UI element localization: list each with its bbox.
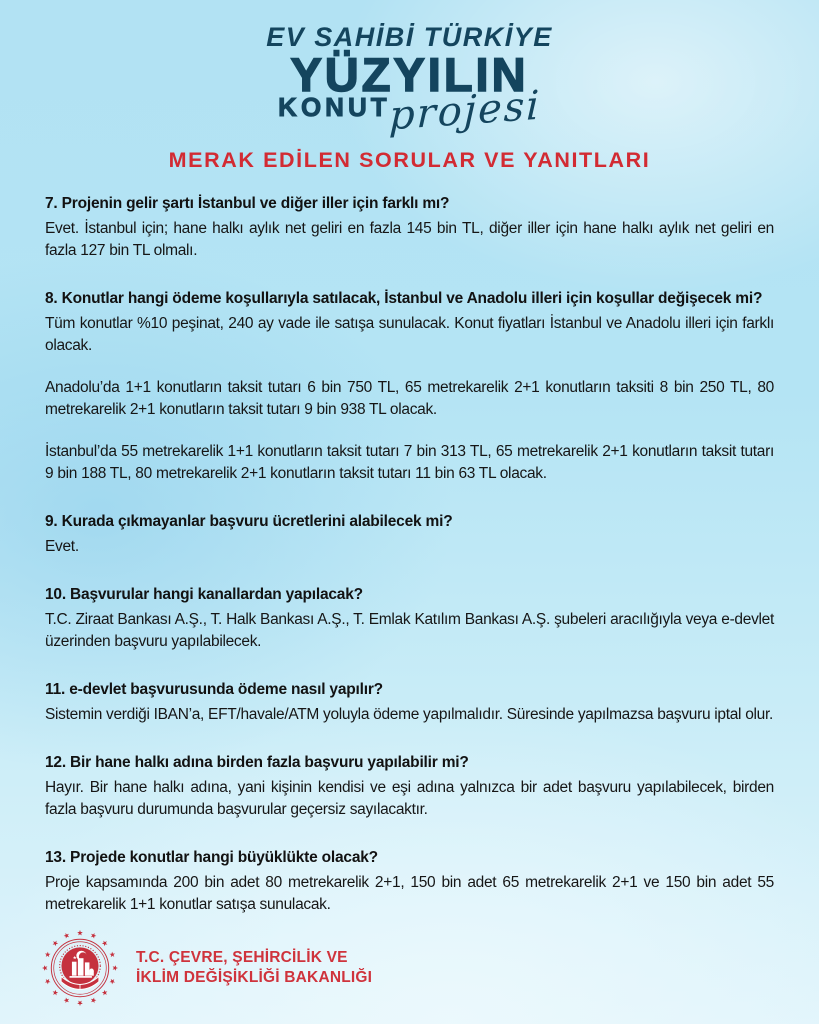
faq-question: 10. Başvurular hangi kanallardan yapılacak? (45, 586, 363, 603)
faq-answer: Proje kapsamında 200 bin adet 80 metrekarelik 2+1, 150 bin adet 65 metrekarelik 2+1 ve 150 bin adet 55 metrekarelik 1+1 konutlar satışa sunulacak. (45, 874, 774, 913)
faq-item-7 (45, 193, 774, 262)
faq-answer: Evet. İstanbul için; hane halkı aylık net geliri en fazla 145 bin TL, diğer iller için hane halkı aylık net geliri en fazla 127 bin TL olmalı. (45, 220, 774, 259)
page-title: MERAK EDİLEN SORULAR VE YANITLARI (168, 148, 651, 172)
faq-question: 13. Projede konutlar hangi büyüklükte olacak? (45, 849, 378, 866)
faq-answer: Evet. (45, 538, 79, 555)
brand-konut-projesi (0, 82, 819, 140)
faq-item-8 (45, 288, 774, 485)
faq-list (0, 173, 819, 916)
faq-question: 11. e-devlet başvurusunda ödeme nasıl yapılır? (45, 681, 383, 698)
faq-question: 9. Kurada çıkmayanlar başvuru ücretlerini alabilecek mi? (45, 513, 453, 530)
brand-projesi: projesi (387, 82, 542, 140)
faq-item-10 (45, 584, 774, 653)
brand-yuzyilin: YÜZYILIN (290, 48, 529, 101)
project-logo (0, 22, 819, 140)
faq-item-9 (45, 511, 774, 558)
ministry-name-line1: T.C. ÇEVRE, ŞEHİRCİLİK VE (136, 948, 348, 966)
ministry-name (136, 948, 372, 988)
ministry-emblem-icon (38, 926, 122, 1010)
faq-answer: T.C. Ziraat Bankası A.Ş., T. Halk Bankası A.Ş., T. Emlak Katılım Bankası A.Ş. şubeleri aracılığıyla veya e-devlet üzerinden başvuru yapılabilecek. (45, 611, 774, 650)
faq-question: 12. Bir hane halkı adına birden fazla başvuru yapılabilir mi? (45, 754, 469, 771)
faq-answer: Anadolu’da 1+1 konutların taksit tutarı 6 bin 750 TL, 65 metrekarelik 2+1 konutların taksiti 8 bin 250 TL, 80 metrekarelik 2+1 konutların taksit tutarı 9 bin 938 TL olacak. (45, 379, 774, 418)
faq-answer: Tüm konutlar %10 peşinat, 240 ay vade ile satışa sunulacak. Konut fiyatları İstanbul ve Anadolu illeri için farklı olacak. (45, 315, 774, 354)
faq-question: 7. Projenin gelir şartı İstanbul ve diğer iller için farklı mı? (45, 195, 450, 212)
header (0, 0, 819, 173)
faq-item-13 (45, 847, 774, 916)
faq-answer: İstanbul’da 55 metrekarelik 1+1 konutların taksit tutarı 7 bin 313 TL, 65 metrekarelik 2+1 konutların taksit tutarı 9 bin 188 TL, 80 metrekarelik 2+1 konutların taksit tutarı 11 bin 63 TL olacak. (45, 443, 774, 482)
faq-item-11 (45, 679, 774, 726)
faq-answer: Sistemin verdiği IBAN’a, EFT/havale/ATM yoluyla ödeme yapılmalıdır. Süresinde yapılmazsa başvuru iptal olur. (45, 706, 774, 723)
brand-ev-sahibi-turkiye: EV SAHİBİ TÜRKİYE (266, 22, 553, 52)
brand-konut: KONUT (278, 92, 391, 122)
ministry-name-line2: İKLİM DEĞİŞİKLİĞİ BAKANLIĞI (136, 969, 373, 986)
faq-answer: Hayır. Bir hane halkı adına, yani kişinin kendisi ve eşi adına yalnızca bir adet başvuru yapılabilecek, birden fazla başvuru durumunda başvurular geçersiz sayılacaktır. (45, 779, 774, 818)
footer (38, 926, 372, 1010)
faq-question: 8. Konutlar hangi ödeme koşullarıyla satılacak, İstanbul ve Anadolu illeri için koşullar değişecek mi? (45, 290, 763, 307)
faq-item-12 (45, 752, 774, 821)
